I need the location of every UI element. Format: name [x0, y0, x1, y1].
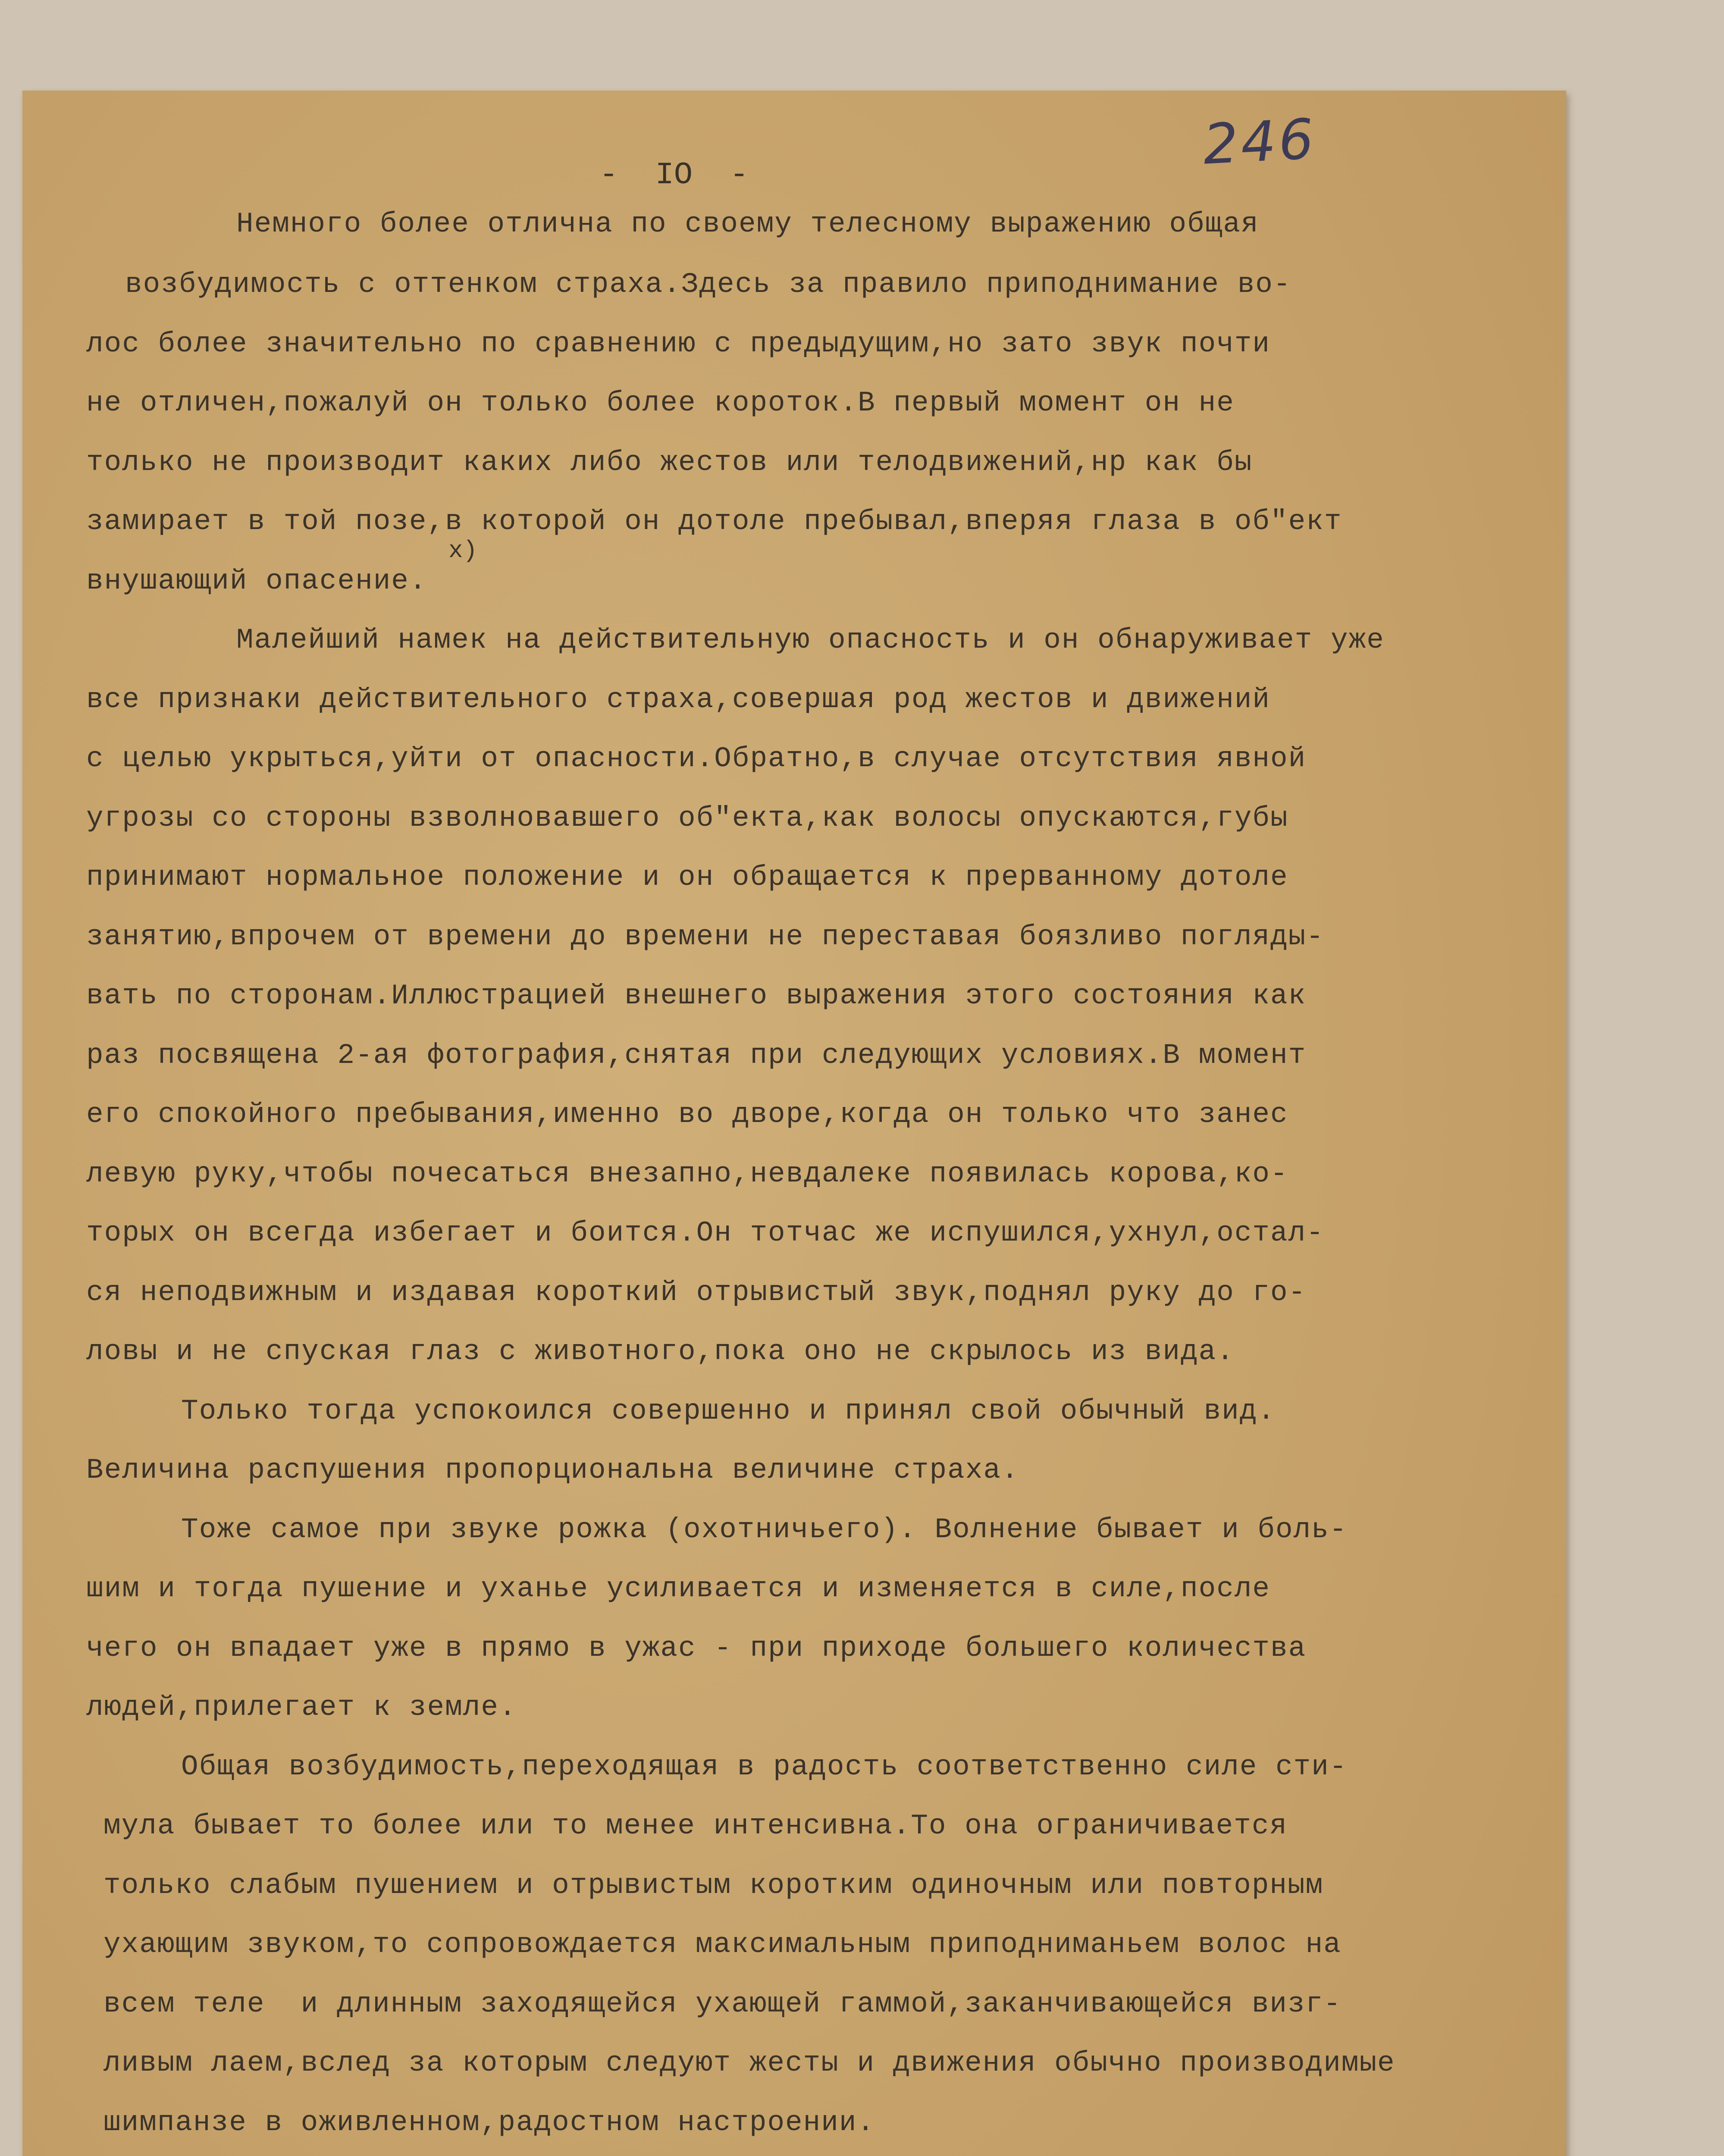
- text-line: левую руку,чтобы почесаться внезапно,невдалеке появилась корова,ко-: [86, 1158, 1288, 1190]
- text-line: внушающий опасение.: [86, 565, 427, 597]
- text-line: мула бывает то более или то менее интенсивна.То она ограничивается: [103, 1810, 1288, 1842]
- text-line: торых он всегда избегает и боится.Он тотчас же испушился,ухнул,остал-: [86, 1217, 1324, 1249]
- text-line: шим и тогда пушение и уханье усиливается и изменяется в силе,после: [86, 1573, 1271, 1605]
- text-line: только не производит каких либо жестов или телодвижений,нр как бы: [86, 446, 1253, 479]
- text-line: лос более значительно по сравнению с предыдущим,но зато звук почти: [86, 328, 1271, 360]
- page-number: - IO -: [599, 157, 749, 193]
- footnote-mark: x): [448, 537, 478, 564]
- text-line: возбудимость с оттенком страха.Здесь за правило приподнимание во-: [125, 268, 1291, 301]
- text-line: шимпанзе в оживленном,радостном настроении.: [103, 2106, 875, 2139]
- text-line: ливым лаем,вслед за которым следуют жесты и движения обычно производимые: [103, 2047, 1395, 2079]
- text-line: раз посвящена 2-ая фотография,снятая при следующих условиях.В момент: [86, 1039, 1307, 1072]
- text-line: Общая возбудимость,переходящая в радость соответственно силе сти-: [181, 1751, 1348, 1783]
- text-line: Только тогда успокоился совершенно и принял свой обычный вид.: [181, 1395, 1276, 1427]
- text-line: людей,прилегает к земле.: [86, 1691, 517, 1724]
- text-line: Величина распушения пропорциональна величине страха.: [86, 1454, 1019, 1486]
- text-line: Малейший намек на действительную опасность и он обнаруживает уже: [236, 624, 1385, 656]
- text-line: всем теле и длинным заходящейся ухающей гаммой,заканчивающейся визг-: [103, 1988, 1342, 2020]
- archive-page-number: 246: [1201, 107, 1318, 177]
- text-line: вать по сторонам.Иллюстрацией внешнего выражения этого состояния как: [86, 980, 1307, 1012]
- text-line: угрозы со стороны взволновавшего об"екта,как волосы опускаются,губы: [86, 802, 1288, 834]
- text-line: Немного более отлична по своему телесному выражению общая: [236, 208, 1259, 240]
- text-line: все признаки действительного страха,совершая род жестов и движений: [86, 683, 1271, 716]
- text-line: Тоже самое при звуке рожка (охотничьего). Волнение бывает и боль-: [181, 1514, 1348, 1546]
- text-line: ловы и не спуская глаз с животного,пока оно не скрылось из вида.: [86, 1335, 1235, 1368]
- text-line: только слабым пушением и отрывистым коротким одиночным или повторным: [103, 1869, 1324, 1902]
- text-line: занятию,впрочем от времени до времени не переставая боязливо погляды-: [86, 921, 1324, 953]
- text-line: ухающим звуком,то сопровождается максимальным приподниманьем волос на: [103, 1928, 1342, 1961]
- text-line: принимают нормальное положение и он обращается к прерванному дотоле: [86, 861, 1288, 893]
- text-line: с целью укрыться,уйти от опасности.Обратно,в случае отсутствия явной: [86, 743, 1307, 775]
- text-line: замирает в той позе,в которой он дотоле пребывал,вперяя глаза в об"ект: [86, 505, 1342, 538]
- text-line: не отличен,пожалуй он только более короток.В первый момент он не: [86, 387, 1235, 419]
- text-line: чего он впадает уже в прямо в ужас - при приходе большего количества: [86, 1632, 1307, 1664]
- text-line: его спокойного пребывания,именно во дворе,когда он только что занес: [86, 1098, 1288, 1131]
- text-line: ся неподвижным и издавая короткий отрывистый звук,поднял руку до го-: [86, 1276, 1307, 1309]
